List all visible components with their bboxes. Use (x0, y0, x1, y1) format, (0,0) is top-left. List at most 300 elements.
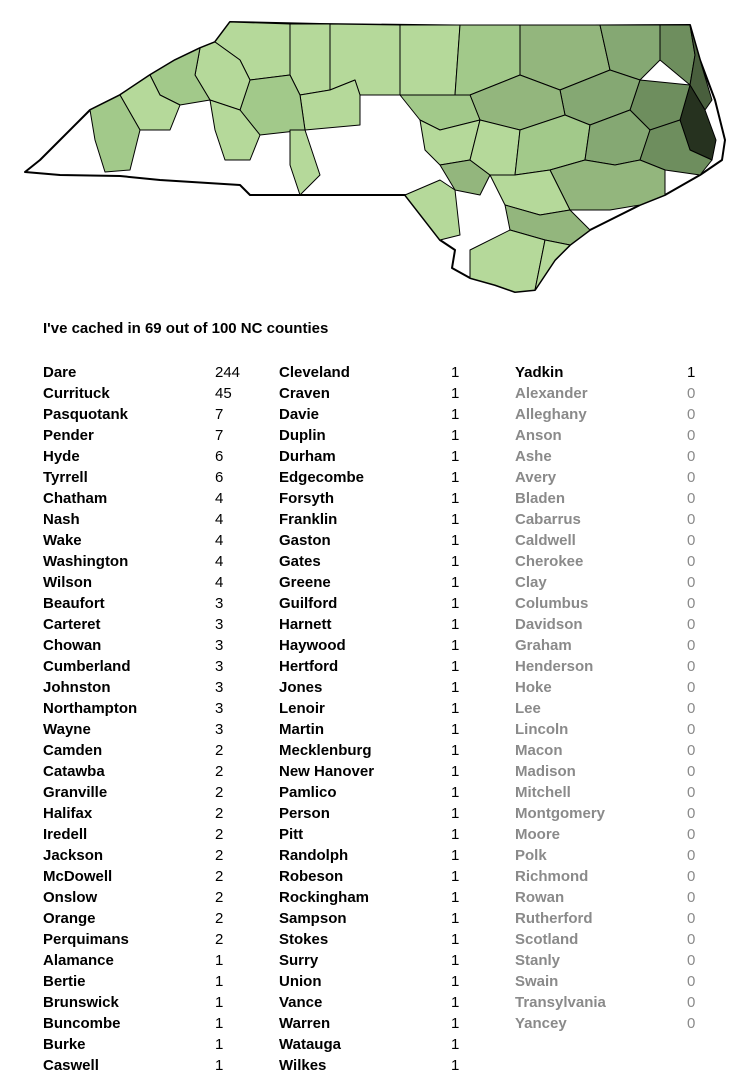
cache-count: 0 (687, 889, 696, 906)
county-row (43, 446, 268, 467)
cache-count: 0 (687, 952, 696, 969)
cache-count: 1 (215, 1057, 224, 1074)
county-name: Randolph (279, 847, 349, 864)
cache-count: 4 (215, 532, 224, 549)
cache-count: 0 (687, 469, 696, 486)
county-row (279, 761, 504, 782)
county-row (515, 845, 740, 866)
county-name: McDowell (43, 868, 113, 885)
county-name: Pitt (279, 826, 304, 843)
cache-count: 3 (215, 658, 224, 675)
cache-count: 1 (451, 973, 460, 990)
county-name: Washington (43, 553, 129, 570)
county-row (515, 740, 740, 761)
county-row (43, 698, 268, 719)
cache-count: 1 (215, 973, 224, 990)
county-row (515, 362, 740, 383)
county-name: Haywood (279, 637, 346, 654)
county-row (279, 530, 504, 551)
county-name: Chatham (43, 490, 108, 507)
county-row (279, 1034, 504, 1055)
cache-count: 1 (215, 994, 224, 1011)
county-name: Beaufort (43, 595, 105, 612)
county-row (515, 467, 740, 488)
cache-count: 1 (451, 994, 460, 1011)
county-row (43, 929, 268, 950)
county-name: Columbus (515, 595, 589, 612)
county-name: Warren (279, 1015, 331, 1032)
county-name: Alamance (43, 952, 114, 969)
county-row (279, 719, 504, 740)
county-name: Tyrrell (43, 469, 88, 486)
county-row (515, 887, 740, 908)
county-name: Watauga (279, 1036, 341, 1053)
cache-count: 0 (687, 847, 696, 864)
county-name: Wilkes (279, 1057, 327, 1074)
cache-count: 1 (451, 448, 460, 465)
cache-count: 1 (451, 490, 460, 507)
county-row (279, 908, 504, 929)
cache-count: 6 (215, 469, 224, 486)
cache-count: 0 (687, 595, 696, 612)
county-name: Cumberland (43, 658, 131, 675)
county-row (515, 530, 740, 551)
county-row (515, 677, 740, 698)
county-row (279, 950, 504, 971)
county-row (515, 866, 740, 887)
cache-count: 45 (215, 385, 232, 402)
county-region (400, 25, 460, 95)
cache-count: 0 (687, 784, 696, 801)
cache-count: 1 (451, 952, 460, 969)
cache-count: 0 (687, 826, 696, 843)
county-name: Clay (515, 574, 547, 591)
county-row (279, 1055, 504, 1076)
county-name: Cherokee (515, 553, 584, 570)
county-name: Dare (43, 364, 77, 381)
county-name: Craven (279, 385, 330, 402)
county-name: Madison (515, 763, 576, 780)
summary-headline: I've cached in 69 out of 100 NC counties (43, 320, 329, 337)
cache-count: 1 (451, 805, 460, 822)
cache-count: 1 (215, 1015, 224, 1032)
cache-count: 7 (215, 427, 224, 444)
county-row (279, 656, 504, 677)
cache-count: 1 (451, 658, 460, 675)
county-name: Bertie (43, 973, 86, 990)
cache-count: 2 (215, 868, 224, 885)
county-name: Union (279, 973, 322, 990)
county-row (515, 824, 740, 845)
cache-count: 1 (451, 427, 460, 444)
cache-count: 0 (687, 427, 696, 444)
county-row (43, 1055, 268, 1076)
cache-count: 1 (451, 742, 460, 759)
cache-count: 3 (215, 721, 224, 738)
cache-count: 0 (687, 637, 696, 654)
county-row (515, 719, 740, 740)
county-row (515, 425, 740, 446)
county-name: Henderson (515, 658, 594, 675)
cache-count: 3 (215, 595, 224, 612)
cache-count: 1 (451, 826, 460, 843)
county-name: Stokes (279, 931, 329, 948)
cache-count: 3 (215, 700, 224, 717)
county-row (43, 845, 268, 866)
county-name: Sampson (279, 910, 347, 927)
county-row (515, 950, 740, 971)
county-row (43, 887, 268, 908)
county-row (43, 509, 268, 530)
county-name: Lee (515, 700, 541, 717)
county-name: Alexander (515, 385, 588, 402)
county-name: Mecklenburg (279, 742, 372, 759)
county-name: Buncombe (43, 1015, 121, 1032)
county-row (515, 509, 740, 530)
cache-count: 2 (215, 742, 224, 759)
county-name: Hyde (43, 448, 80, 465)
county-row (515, 593, 740, 614)
cache-count: 1 (215, 952, 224, 969)
cache-count: 1 (451, 637, 460, 654)
county-name: Mitchell (515, 784, 571, 801)
county-name: Martin (279, 721, 324, 738)
county-row (515, 803, 740, 824)
cache-count: 1 (687, 364, 696, 381)
county-row (515, 1013, 740, 1034)
county-row (515, 782, 740, 803)
county-row (43, 425, 268, 446)
county-name: Nash (43, 511, 80, 528)
county-name: Montgomery (515, 805, 605, 822)
county-row (515, 929, 740, 950)
county-row (43, 971, 268, 992)
county-row (279, 383, 504, 404)
county-row (279, 593, 504, 614)
cache-count: 1 (451, 1036, 460, 1053)
county-list-column-1 (43, 362, 268, 1076)
county-row (515, 971, 740, 992)
county-row (515, 551, 740, 572)
county-name: Guilford (279, 595, 338, 612)
county-name: Surry (279, 952, 319, 969)
county-name: Hertford (279, 658, 339, 675)
cache-count: 2 (215, 847, 224, 864)
county-row (43, 740, 268, 761)
cache-count: 0 (687, 448, 696, 465)
county-name: Stanly (515, 952, 561, 969)
cache-count: 0 (687, 700, 696, 717)
nc-county-map (0, 0, 750, 300)
cache-count: 0 (687, 385, 696, 402)
county-name: Richmond (515, 868, 589, 885)
county-row (43, 866, 268, 887)
county-row (279, 551, 504, 572)
county-name: Gaston (279, 532, 331, 549)
county-row (279, 845, 504, 866)
cache-count: 1 (451, 679, 460, 696)
county-row (43, 1034, 268, 1055)
county-name: Avery (515, 469, 557, 486)
county-name: New Hanover (279, 763, 375, 780)
county-name: Wake (43, 532, 82, 549)
cache-count: 1 (451, 868, 460, 885)
county-row (43, 1013, 268, 1034)
cache-count: 3 (215, 679, 224, 696)
county-row (279, 1013, 504, 1034)
county-row (279, 362, 504, 383)
county-name: Hoke (515, 679, 552, 696)
cache-count: 2 (215, 763, 224, 780)
cache-count: 0 (687, 658, 696, 675)
county-row (279, 404, 504, 425)
cache-count: 0 (687, 1015, 696, 1032)
county-name: Moore (515, 826, 560, 843)
county-name: Orange (43, 910, 96, 927)
cache-count: 1 (451, 385, 460, 402)
county-name: Johnston (43, 679, 111, 696)
county-name: Forsyth (279, 490, 335, 507)
county-row (43, 782, 268, 803)
county-name: Caswell (43, 1057, 99, 1074)
county-name: Currituck (43, 385, 110, 402)
cache-count: 4 (215, 511, 224, 528)
cache-count: 2 (215, 931, 224, 948)
county-name: Pender (43, 427, 94, 444)
cache-count: 1 (451, 364, 460, 381)
county-name: Granville (43, 784, 108, 801)
county-row (43, 572, 268, 593)
county-name: Rutherford (515, 910, 593, 927)
county-row (515, 761, 740, 782)
county-row (515, 572, 740, 593)
county-name: Pasquotank (43, 406, 129, 423)
county-row (279, 572, 504, 593)
county-name: Lincoln (515, 721, 569, 738)
county-name: Robeson (279, 868, 344, 885)
county-row (43, 803, 268, 824)
county-name: Onslow (43, 889, 98, 906)
county-name: Person (279, 805, 330, 822)
county-row (43, 362, 268, 383)
cache-count: 0 (687, 973, 696, 990)
cache-count: 0 (687, 868, 696, 885)
county-row (43, 761, 268, 782)
county-name: Iredell (43, 826, 88, 843)
county-name: Cabarrus (515, 511, 581, 528)
county-row (279, 614, 504, 635)
county-row (279, 698, 504, 719)
county-row (279, 488, 504, 509)
county-name: Chowan (43, 637, 102, 654)
county-name: Yancey (515, 1015, 567, 1032)
county-name: Durham (279, 448, 336, 465)
cache-count: 1 (451, 910, 460, 927)
county-name: Gates (279, 553, 321, 570)
county-row (43, 467, 268, 488)
cache-count: 0 (687, 553, 696, 570)
cache-count: 1 (451, 931, 460, 948)
county-row (43, 383, 268, 404)
county-name: Scotland (515, 931, 579, 948)
cache-count: 1 (451, 511, 460, 528)
cache-count: 1 (451, 1057, 460, 1074)
cache-count: 0 (687, 574, 696, 591)
county-row (279, 467, 504, 488)
cache-count: 2 (215, 805, 224, 822)
county-row (43, 950, 268, 971)
cache-count: 1 (451, 763, 460, 780)
county-row (279, 992, 504, 1013)
county-row (515, 992, 740, 1013)
county-row (43, 593, 268, 614)
county-row (279, 824, 504, 845)
cache-count: 0 (687, 742, 696, 759)
cache-count: 2 (215, 784, 224, 801)
county-list-column-3 (515, 362, 740, 1034)
county-row (43, 992, 268, 1013)
county-row (515, 446, 740, 467)
county-row (43, 656, 268, 677)
county-name: Greene (279, 574, 331, 591)
county-row (279, 425, 504, 446)
cache-count: 0 (687, 532, 696, 549)
cache-count: 1 (451, 595, 460, 612)
cache-count: 1 (451, 889, 460, 906)
county-name: Ashe (515, 448, 552, 465)
cache-count: 4 (215, 553, 224, 570)
cache-count: 1 (451, 700, 460, 717)
county-row (279, 446, 504, 467)
cache-count: 2 (215, 910, 224, 927)
county-row (279, 971, 504, 992)
county-row (279, 929, 504, 950)
cache-count: 244 (215, 364, 241, 381)
county-region (330, 24, 400, 95)
county-name: Anson (515, 427, 562, 444)
county-row (279, 887, 504, 908)
county-name: Polk (515, 847, 547, 864)
cache-count: 0 (687, 721, 696, 738)
county-name: Rowan (515, 889, 565, 906)
county-name: Yadkin (515, 364, 564, 381)
cache-count: 1 (451, 574, 460, 591)
cache-count: 4 (215, 490, 224, 507)
county-name: Northampton (43, 700, 138, 717)
county-name: Halifax (43, 805, 93, 822)
cache-count: 3 (215, 637, 224, 654)
county-row (279, 866, 504, 887)
cache-count: 4 (215, 574, 224, 591)
cache-count: 0 (687, 994, 696, 1011)
county-row (279, 509, 504, 530)
county-name: Camden (43, 742, 103, 759)
county-regions (25, 22, 725, 292)
county-row (515, 404, 740, 425)
cache-count: 1 (451, 553, 460, 570)
county-name: Caldwell (515, 532, 576, 549)
county-name: Lenoir (279, 700, 325, 717)
cache-count: 1 (451, 784, 460, 801)
county-name: Swain (515, 973, 559, 990)
county-name: Wayne (43, 721, 91, 738)
cache-count: 1 (215, 1036, 224, 1053)
county-row (43, 719, 268, 740)
cache-count: 0 (687, 763, 696, 780)
cache-count: 1 (451, 721, 460, 738)
cache-count: 1 (451, 469, 460, 486)
cache-count: 0 (687, 616, 696, 633)
cache-count: 0 (687, 511, 696, 528)
cache-count: 0 (687, 805, 696, 822)
county-row (279, 803, 504, 824)
county-row (515, 635, 740, 656)
county-row (43, 551, 268, 572)
county-name: Jackson (43, 847, 104, 864)
county-name: Harnett (279, 616, 332, 633)
county-name: Jones (279, 679, 323, 696)
county-name: Macon (515, 742, 563, 759)
county-row (279, 740, 504, 761)
cache-count: 0 (687, 931, 696, 948)
county-name: Davie (279, 406, 320, 423)
county-list-column-2 (279, 362, 504, 1076)
county-row (43, 404, 268, 425)
county-name: Alleghany (515, 406, 587, 423)
cache-count: 0 (687, 679, 696, 696)
county-row (279, 677, 504, 698)
county-row (43, 908, 268, 929)
cache-count: 0 (687, 490, 696, 507)
cache-count: 1 (451, 616, 460, 633)
county-row (515, 383, 740, 404)
county-region (290, 24, 330, 95)
county-row (43, 530, 268, 551)
county-name: Transylvania (515, 994, 606, 1011)
county-name: Carteret (43, 616, 101, 633)
county-name: Cleveland (279, 364, 350, 381)
county-name: Davidson (515, 616, 583, 633)
cache-count: 0 (687, 406, 696, 423)
cache-count: 0 (687, 910, 696, 927)
county-row (515, 614, 740, 635)
county-row (279, 635, 504, 656)
county-name: Burke (43, 1036, 86, 1053)
county-row (515, 698, 740, 719)
cache-count: 2 (215, 889, 224, 906)
county-row (43, 677, 268, 698)
county-name: Duplin (279, 427, 326, 444)
county-name: Perquimans (43, 931, 129, 948)
county-row (43, 614, 268, 635)
cache-count: 6 (215, 448, 224, 465)
county-name: Rockingham (279, 889, 370, 906)
county-name: Wilson (43, 574, 93, 591)
county-name: Graham (515, 637, 572, 654)
county-row (515, 656, 740, 677)
county-row (43, 488, 268, 509)
cache-count: 1 (451, 532, 460, 549)
cache-count: 2 (215, 826, 224, 843)
county-row (279, 782, 504, 803)
county-name: Vance (279, 994, 323, 1011)
cache-count: 3 (215, 616, 224, 633)
county-name: Franklin (279, 511, 338, 528)
county-name: Catawba (43, 763, 105, 780)
cache-count: 1 (451, 1015, 460, 1032)
cache-count: 1 (451, 847, 460, 864)
county-name: Pamlico (279, 784, 337, 801)
